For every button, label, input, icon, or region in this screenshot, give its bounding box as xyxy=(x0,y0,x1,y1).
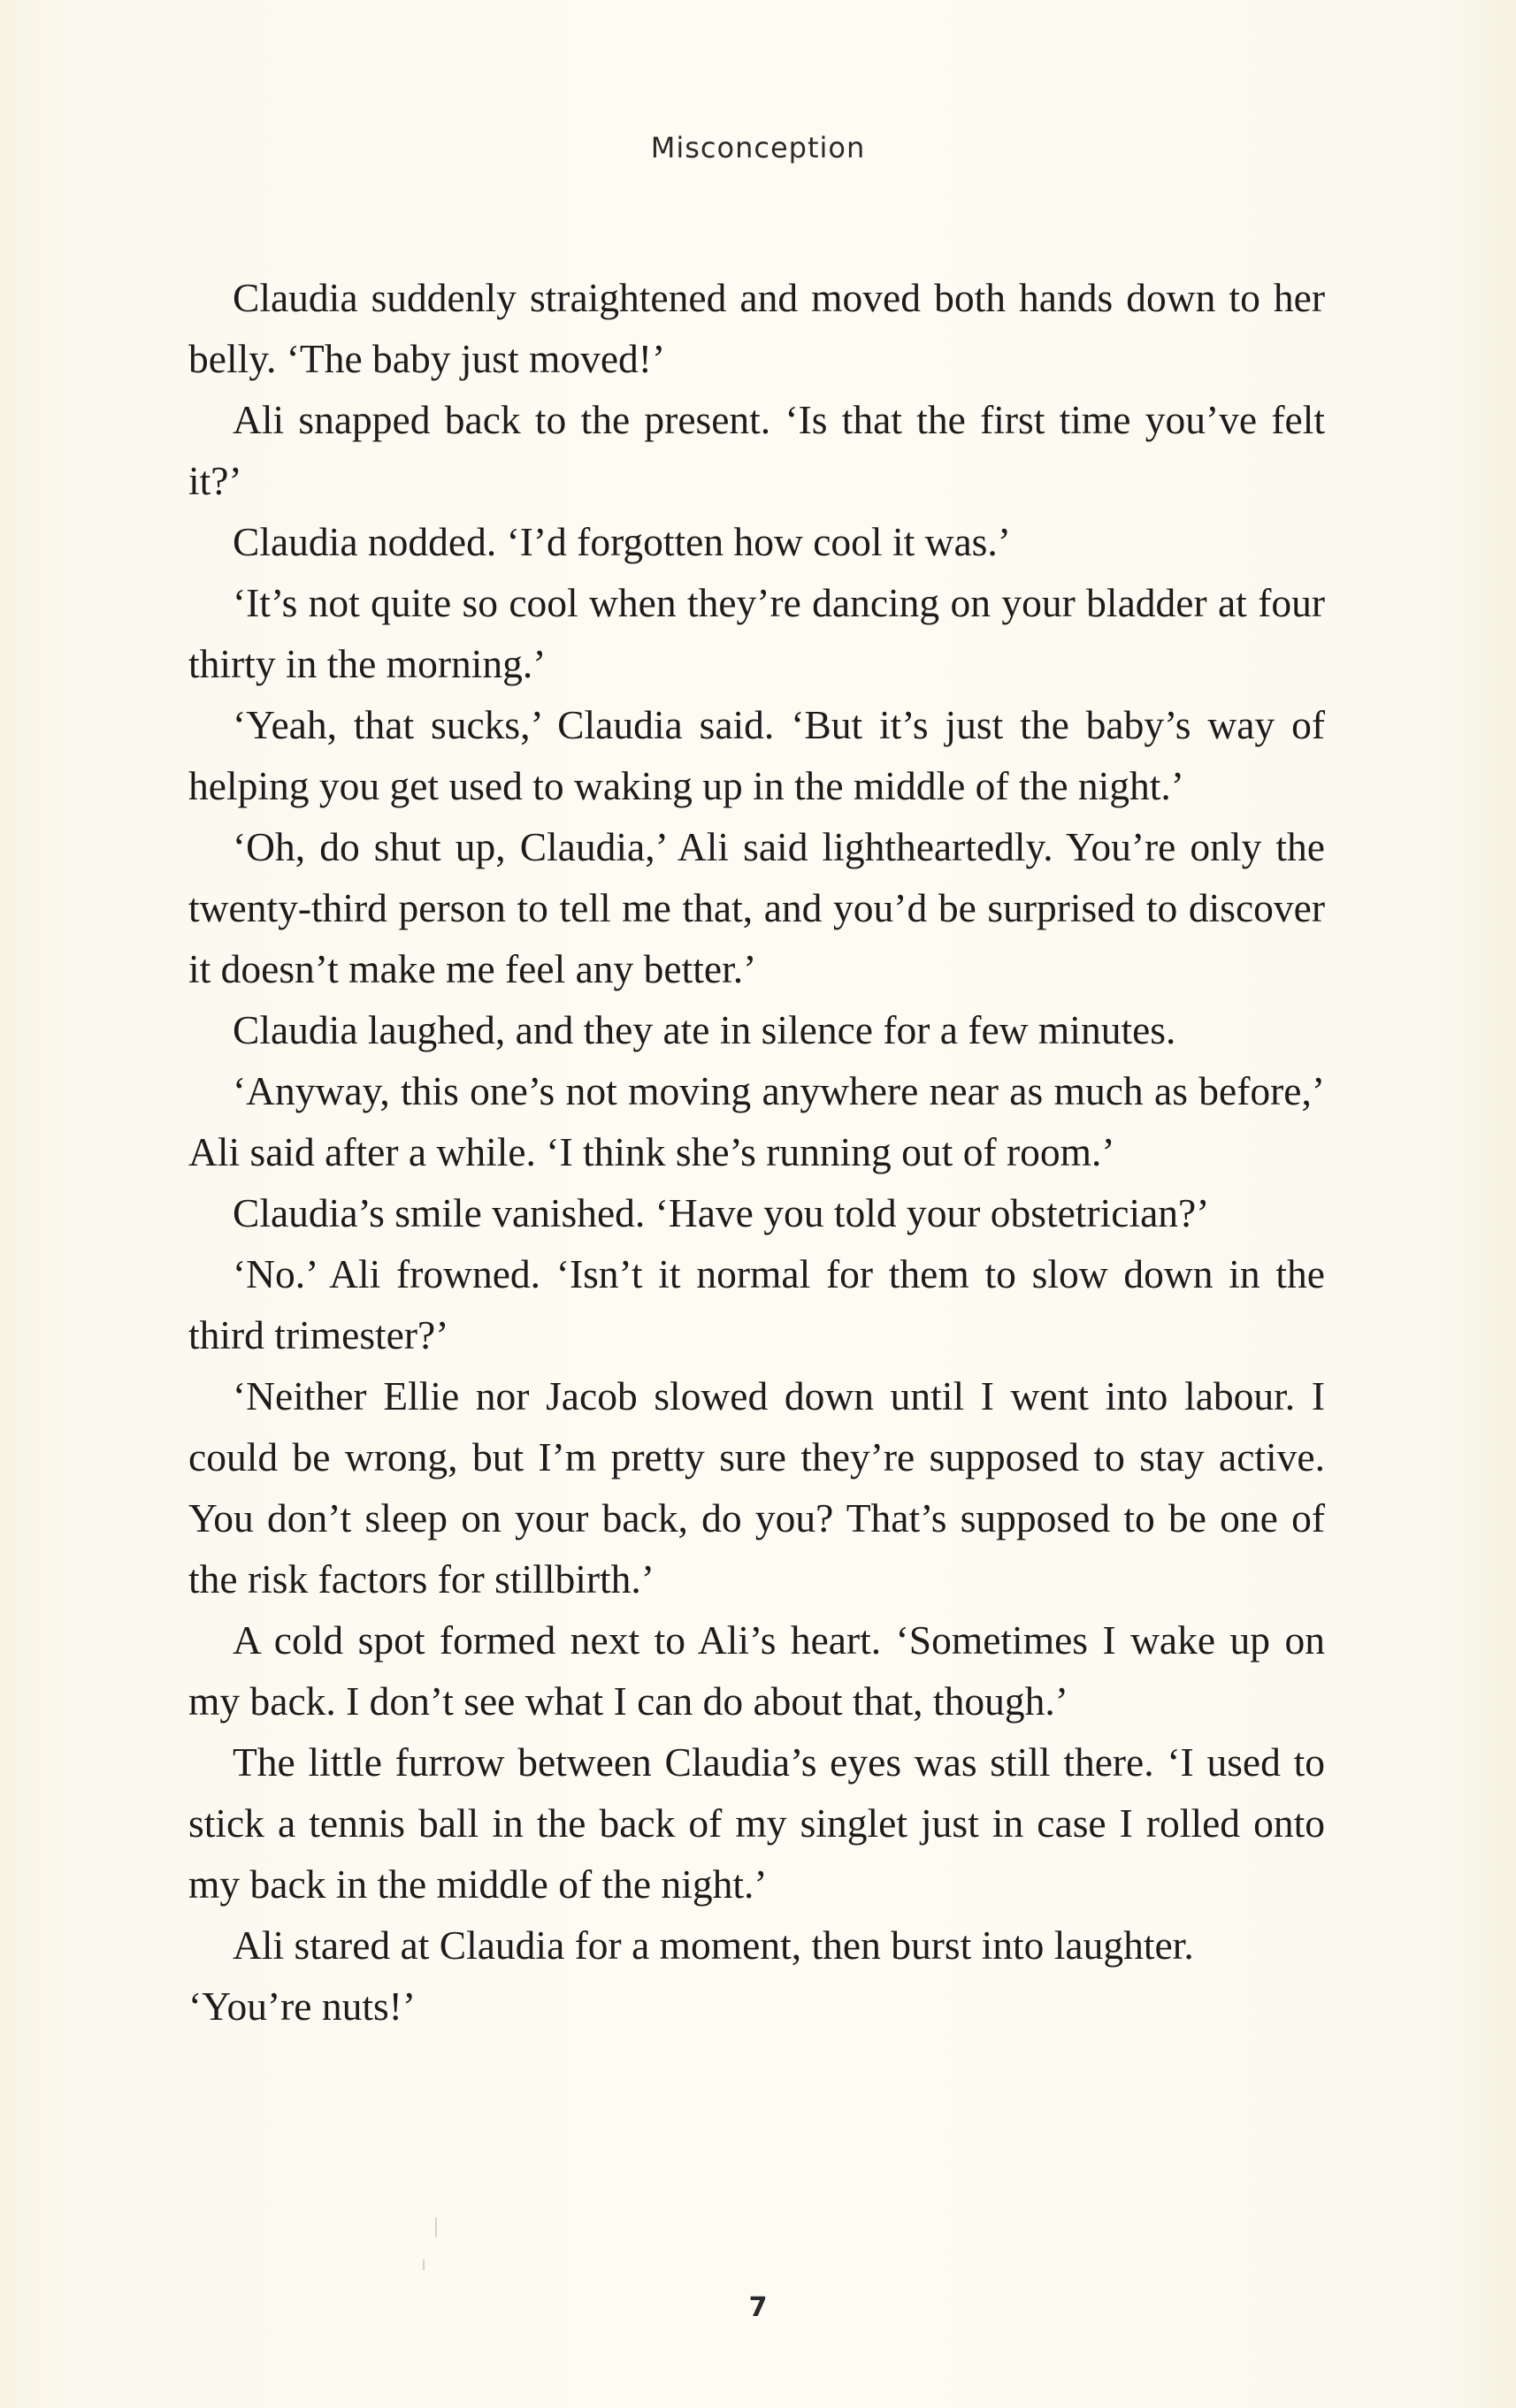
paragraph: Claudia laughed, and they ate in silence for a few minutes. xyxy=(233,1007,1176,1052)
paragraph: Claudia suddenly straightened and moved both hands down to her belly. ‘The baby just moved!’ xyxy=(188,275,1325,381)
page-number: 7 xyxy=(748,2292,768,2323)
body-text xyxy=(188,267,1325,2037)
paragraph: Ali snapped back to the present. ‘Is that the first time you’ve felt it?’ xyxy=(188,397,1325,503)
paragraph: The little furrow between Claudia’s eyes was still there. ‘I used to stick a tennis ball in the back of my singlet just in case I rolled onto my back in the middle of the night.’ xyxy=(188,1739,1325,1907)
paper-speck xyxy=(435,2218,437,2237)
paragraph: ‘Yeah, that sucks,’ Claudia said. ‘But it’s just the baby’s way of helping you get used to waking up in the middle of the night.’ xyxy=(188,702,1325,808)
paragraph: Claudia nodded. ‘I’d forgotten how cool it was.’ xyxy=(233,519,1011,564)
running-head-title: Misconception xyxy=(650,131,866,164)
paragraph: ‘Neither Ellie nor Jacob slowed down until I went into labour. I could be wrong, but I’m pretty sure they’re supposed to stay active. You don’t sleep on your back, do you? That’s supposed to be one of the risk factors for stillbirth.’ xyxy=(188,1373,1325,1602)
paragraph: ‘Anyway, this one’s not moving anywhere near as much as before,’ Ali said after a while. ‘I think she’s running out of room.’ xyxy=(188,1068,1325,1174)
paragraph: A cold spot formed next to Ali’s heart. ‘Sometimes I wake up on my back. I don’t see what I can do about that, though.’ xyxy=(188,1617,1325,1724)
paragraph: ‘It’s not quite so cool when they’re dancing on your bladder at four thirty in the morning.’ xyxy=(188,580,1325,686)
paragraph: Ali stared at Claudia for a moment, then burst into laughter. ‘You’re nuts!’ xyxy=(188,1923,1194,2029)
paragraph: ‘Oh, do shut up, Claudia,’ Ali said lightheartedly. You’re only the twenty-third person to tell me that, and you’d be surprised to discover it doesn’t make me feel any better.’ xyxy=(188,824,1325,991)
paragraph: ‘No.’ Ali frowned. ‘Isn’t it normal for them to slow down in the third trimester?’ xyxy=(188,1251,1325,1357)
paper-speck xyxy=(423,2259,425,2270)
paragraph: Claudia’s smile vanished. ‘Have you told your obstetrician?’ xyxy=(233,1190,1210,1235)
